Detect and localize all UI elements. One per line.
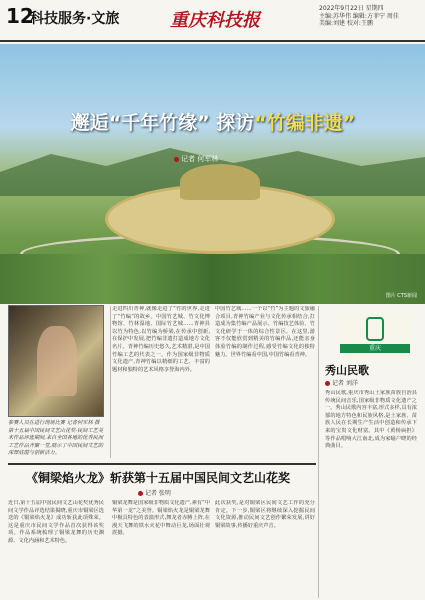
meta-line: 主编:苏华伟 编辑:方菲宁 周佳 xyxy=(319,12,399,20)
page-number: 12 xyxy=(6,4,34,28)
section-title: 科技服务·文旅 xyxy=(30,11,120,27)
feature-column-2: 中国竹艺城……一个以“竹”为主题的文旅融合项目,青神竹编产业与文化传承相结合,打造成为集竹编产品展示、竹编技艺体验、竹文化研学于一体的综合性景区。在这里,游客不仅能欣赏到精美的竹编作品,还能亲身体验竹编的制作过程,感受竹编文化的独特魅力。世界竹编看中国,中国竹编看青神。 xyxy=(215,306,315,358)
column-divider xyxy=(110,306,111,458)
contest-photo xyxy=(8,305,104,417)
feature-title-part2: “竹编非遗” xyxy=(254,112,356,134)
page-header xyxy=(0,0,425,42)
section-divider xyxy=(8,463,316,465)
sidebar-byline: 记者 刘洋 xyxy=(325,378,358,387)
photo-credit: 图片 CTS新闻 xyxy=(385,293,417,299)
sidebar-logo xyxy=(340,311,410,359)
column-divider xyxy=(318,306,319,598)
masthead: 重庆科技报 xyxy=(170,10,260,31)
article2-byline: 记者 张明 xyxy=(138,488,171,497)
feature-column-1: 走进四川青神,就像走进了“竹的世界,走进了“竹编”的故乡。中国竹艺城、竹文化博物馆、竹林湿地、国际竹艺城……青神县以竹为特色,以竹编为桥梁,在传承中创新,在保护中发展,把竹编非遗打造成地方文化名片。青神竹编历史悠久,艺术精湛,是中国竹编工艺的代表之一。作为国家级非物质文化遗产,青神竹编以精细的工艺、丰富的题材和独特的艺术风格享誉海内外。 xyxy=(112,306,210,373)
article2-column-2: 铜梁龙舞是国家级非物质文化遗产,素有“中华第一龙”之美誉。铜梁焰火龙是铜梁龙舞中极具特色的表演形式,舞龙者赤膊上阵,在漫天飞舞的铁水火花中舞动巨龙,场面壮观震撼。 xyxy=(112,500,210,537)
meta-line: 美编:刘建 校对:王鹏 xyxy=(319,20,373,28)
bullet-icon xyxy=(138,491,143,496)
feature-byline: 记者 何军林 xyxy=(174,154,218,164)
feature-title-part1: 邂逅“千年竹缘” 探访 xyxy=(70,112,255,134)
header-meta xyxy=(319,5,419,28)
sidebar-title: 秀山民歌 xyxy=(325,364,369,377)
article2-column-3: 此次获奖,是对铜梁区民间文艺工作的充分肯定。下一步,铜梁区将继续深入挖掘民间文化资源,推动民间文艺创作繁荣发展,讲好铜梁故事,传播好重庆声音。 xyxy=(215,500,315,529)
photo-caption: 参赛人员在进行现场比赛 记者何军林 摄 第十五届中国民间文艺山花奖·民间工艺美术作品评选期间,来自全国各地的优秀民间工艺作品齐聚一堂,展示了中国民间文艺的深厚底蕴与创新活力。 xyxy=(8,420,104,457)
article2-title: 《铜梁焰火龙》斩获第十五届中国民间文艺山花奖 xyxy=(25,471,290,485)
bullet-icon xyxy=(174,157,179,162)
logo-label: 重庆 xyxy=(340,344,410,353)
feature-headline xyxy=(38,108,388,135)
feature-photo xyxy=(0,44,425,304)
meta-line: 2022年9月22日 星期四 xyxy=(319,5,384,12)
article2-column-1: 近日,第十五届中国民间文艺山花奖优秀民间文学作品评选结果揭晓,重庆市铜梁区选送的《铜梁焰火龙》成功斩获此项殊荣。这是重庆市民间文学作品首次获得该奖项。作品系统梳理了铜梁龙舞的历史渊源、文化内涵和艺术特色。 xyxy=(8,500,104,544)
heritage-icon xyxy=(366,317,384,341)
sidebar-text: 秀山民歌,重庆市秀山土家族苗族自治县传统民间音乐,国家级非物质文化遗产之一。秀山民歌内容丰富,形式多样,具有浓郁的地方特色和民族风格,是土家族、苗族人民在长期生产生活中创造和传承下来的宝贵文化财富。其中《黄杨扁担》等作品唱响大江南北,成为家喻户晓的经典曲目。 xyxy=(325,390,417,450)
bullet-icon xyxy=(325,381,330,386)
